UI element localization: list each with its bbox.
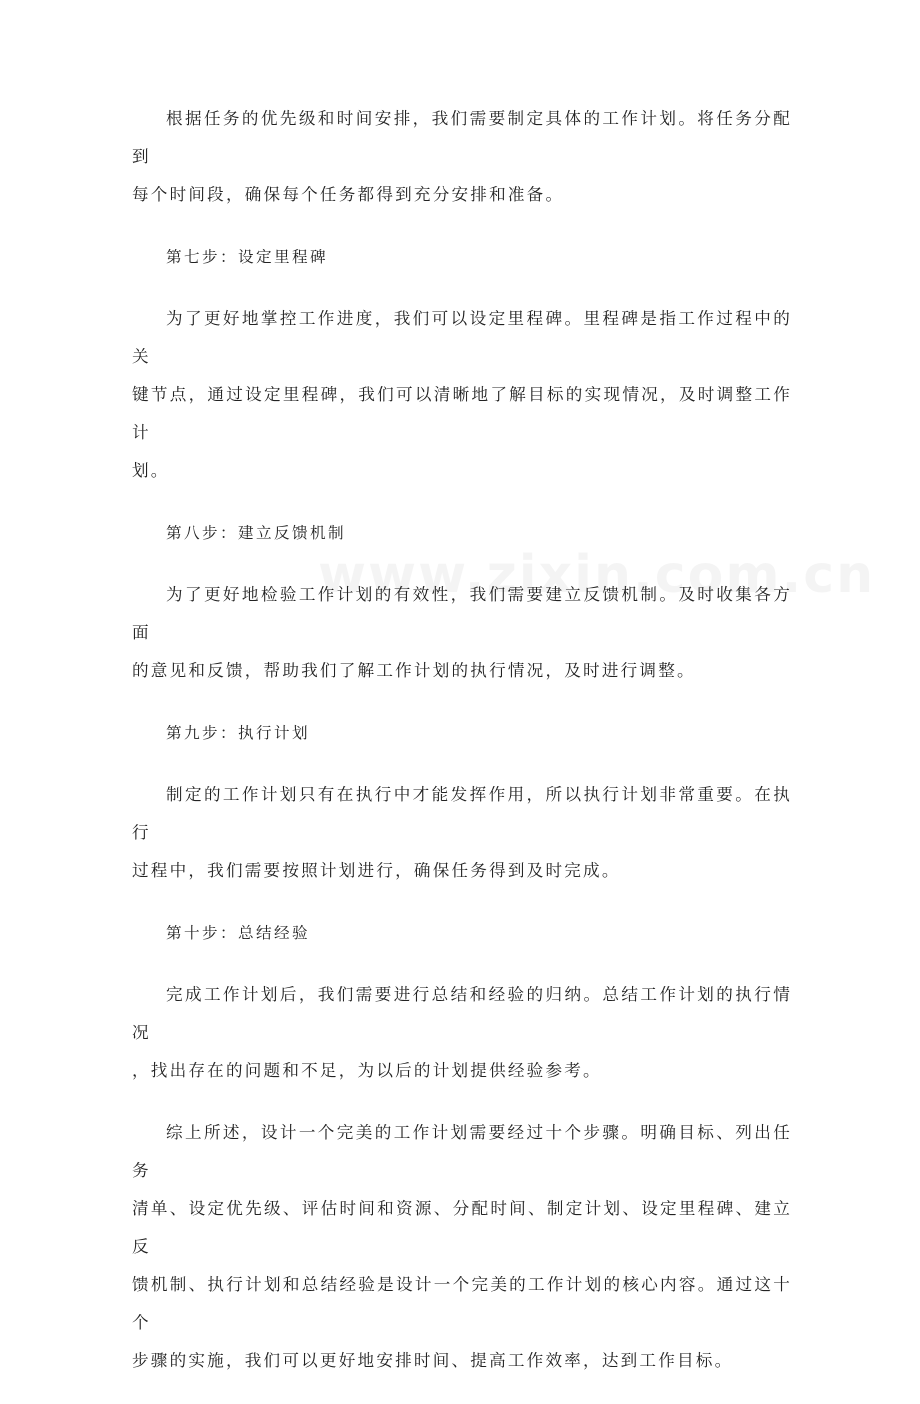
- paragraph-work-plan: 根据任务的优先级和时间安排，我们需要制定具体的工作计划。将任务分配到 每个时间段，确保每个任务都得到充分安排和准备。: [132, 109, 792, 204]
- heading-step-ten: 第十步：总结经验: [166, 924, 310, 942]
- document-body: [132, 100, 792, 1404]
- heading-step-seven: 第七步：设定里程碑: [166, 248, 328, 266]
- heading-step-nine: 第九步：执行计划: [166, 724, 310, 742]
- paragraph-conclusion: 综上所述，设计一个完美的工作计划需要经过十个步骤。明确目标、列出任务 清单、设定优先级、评估时间和资源、分配时间、制定计划、设定里程碑、建立反 馈机制、执行计划和总结经验是设计一个完美的工作计划的核心内容。通过这十个 步骤的实施，我们可以更好地安排时间、提高工作效率，达到工作目标。: [132, 1123, 792, 1370]
- paragraph-execute-plan: 制定的工作计划只有在执行中才能发挥作用，所以执行计划非常重要。在执行 过程中，我们需要按照计划进行，确保任务得到及时完成。: [132, 785, 792, 880]
- paragraph-milestones: 为了更好地掌控工作进度，我们可以设定里程碑。里程碑是指工作过程中的关 键节点，通过设定里程碑，我们可以清晰地了解目标的实现情况，及时调整工作计 划。: [132, 309, 792, 480]
- heading-step-eight: 第八步：建立反馈机制: [166, 524, 346, 542]
- paragraph-summary-experience: 完成工作计划后，我们需要进行总结和经验的归纳。总结工作计划的执行情况 ，找出存在的问题和不足，为以后的计划提供经验参考。: [132, 985, 792, 1080]
- paragraph-feedback: 为了更好地检验工作计划的有效性，我们需要建立反馈机制。及时收集各方面 的意见和反馈，帮助我们了解工作计划的执行情况，及时进行调整。: [132, 585, 792, 680]
